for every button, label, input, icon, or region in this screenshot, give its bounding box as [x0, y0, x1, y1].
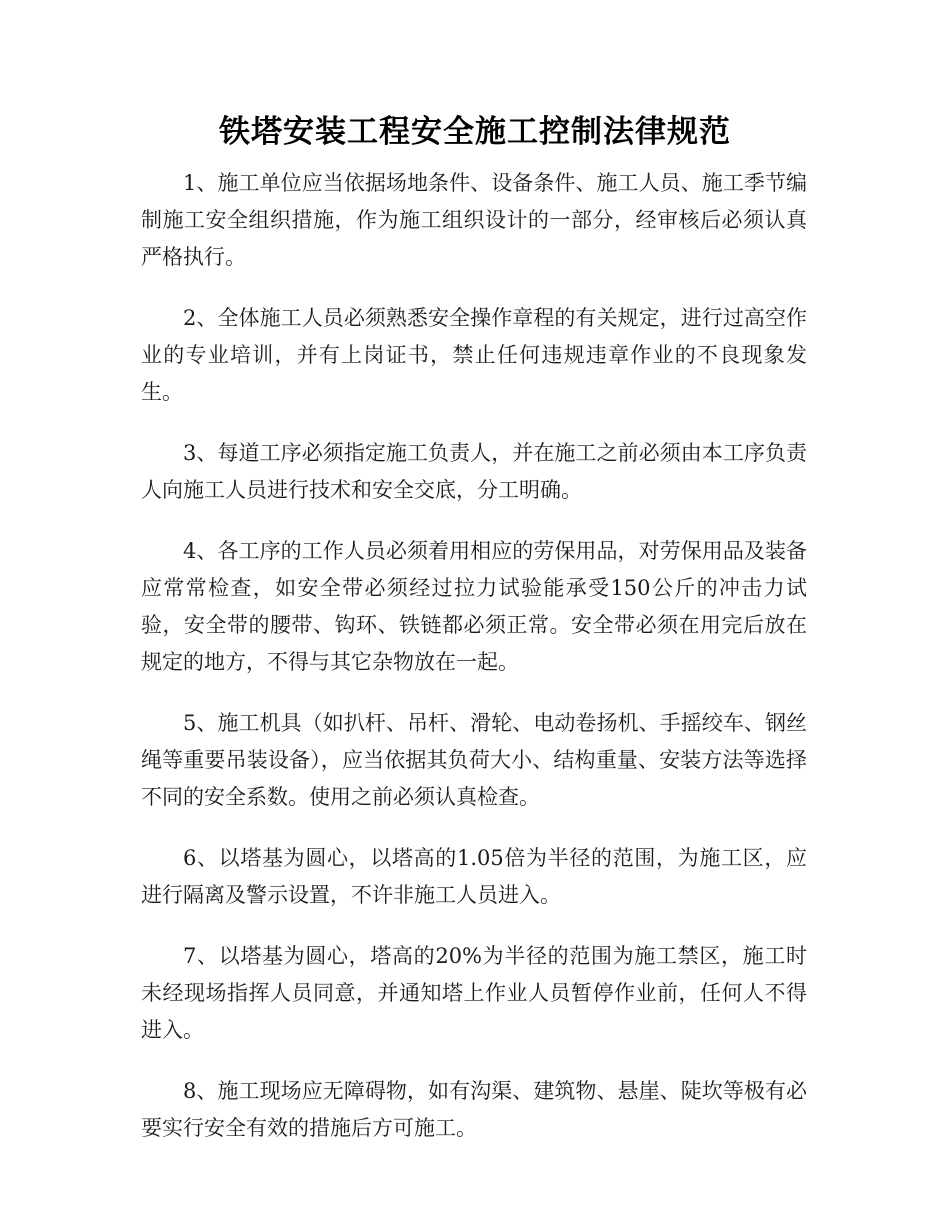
paragraph-4: 4、各工序的工作人员必须着用相应的劳保用品，对劳保用品及装备应常常检查，如安全带必须经过拉力试验能承受150公斤的冲击力试验，安全带的腰带、钩环、铁链都必须正常。安全带必须在用完后放在规定的地方，不得与其它杂物放在一起。 — [141, 539, 807, 674]
paragraph-3: 3、每道工序必须指定施工负责人，并在施工之前必须由本工序负责人向施工人员进行技术和安全交底，分工明确。 — [141, 441, 807, 502]
document-title: 铁塔安装工程安全施工控制法律规范 — [219, 114, 731, 150]
paragraph-5: 5、施工机具（如扒杆、吊杆、滑轮、电动卷扬机、手摇绞车、钢丝绳等重要吊装设备），应当依据其负荷大小、结构重量、安装方法等选择不同的安全系数。使用之前必须认真检查。 — [141, 711, 807, 809]
paragraph-2: 2、全体施工人员必须熟悉安全操作章程的有关规定，进行过高空作业的专业培训，并有上岗证书，禁止任何违规违章作业的不良现象发生。 — [141, 306, 807, 404]
paragraph-7: 7、以塔基为圆心，塔高的20%为半径的范围为施工禁区，施工时未经现场指挥人员同意，并通知塔上作业人员暂停作业前，任何人不得进入。 — [141, 944, 807, 1042]
paragraph-8: 8、施工现场应无障碍物，如有沟渠、建筑物、悬崖、陡坎等极有必要实行安全有效的措施后方可施工。 — [141, 1079, 807, 1140]
document-body — [141, 165, 807, 1171]
paragraph-6: 6、以塔基为圆心，以塔高的1.05倍为半径的范围，为施工区，应进行隔离及警示设置，不许非施工人员进入。 — [141, 846, 807, 907]
paragraph-1: 1、施工单位应当依据场地条件、设备条件、施工人员、施工季节编制施工安全组织措施，作为施工组织设计的一部分，经审核后必须认真严格执行。 — [141, 171, 807, 269]
